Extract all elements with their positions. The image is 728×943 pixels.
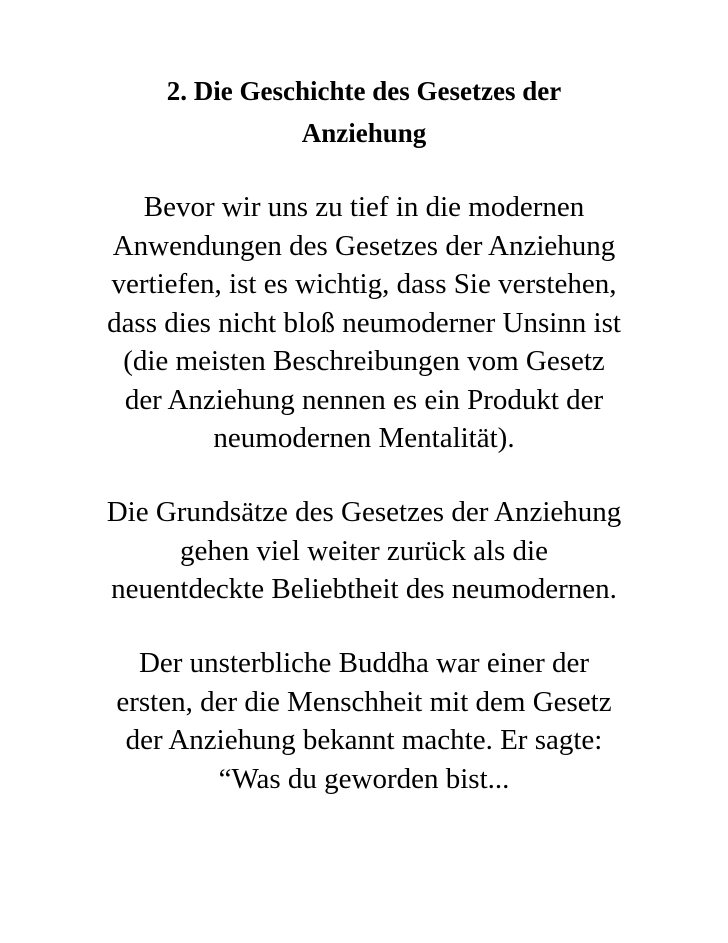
paragraph-principles — [0, 493, 728, 609]
paragraph-buddha — [0, 644, 728, 798]
text-line: (die meisten Beschreibungen vom Gesetz — [123, 345, 605, 377]
text-line: Bevor wir uns zu tief in die modernen — [143, 191, 585, 223]
text-line: der Anziehung bekannt machte. Er sagte: — [125, 724, 603, 756]
text-line: vertiefen, ist es wichtig, dass Sie verstehen, — [111, 268, 617, 300]
text-line: dass dies nicht bloß neumoderner Unsinn ist — [107, 306, 621, 339]
text-line: Anwendungen des Gesetzes der Anziehung — [112, 229, 616, 262]
title-line: Anziehung — [301, 118, 427, 148]
paragraph-intro — [0, 188, 728, 458]
text-line: Der unsterbliche Buddha war einer der — [138, 647, 590, 679]
text-line: “Was du geworden bist... — [218, 762, 510, 795]
text-line: ersten, der die Menschheit mit dem Gesetz — [116, 685, 612, 718]
text-line: Die Grundsätze des Gesetzes der Anziehung — [106, 496, 622, 528]
page-title — [0, 70, 728, 154]
text-line: gehen viel weiter zurück als die — [180, 534, 548, 567]
text-line: neumodernen Mentalität). — [213, 422, 515, 454]
title-line: 2. Die Geschichte des Gesetzes der — [166, 76, 562, 106]
text-line: neuentdeckte Beliebtheit des neumodernen. — [111, 573, 617, 605]
text-line: der Anziehung nennen es ein Produkt der — [124, 383, 604, 416]
